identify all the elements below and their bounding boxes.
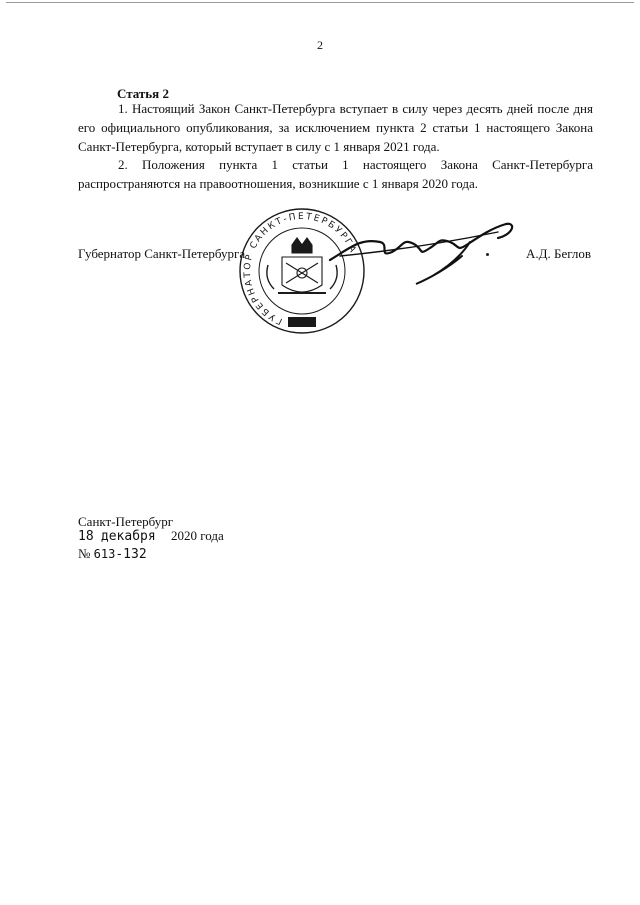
date-day: 18	[78, 529, 94, 544]
page-number: 2	[317, 38, 323, 52]
seal-circular-text: ГУБЕРНАТОР САНКТ-ПЕТЕРБУРГА	[242, 211, 359, 326]
signing-date	[78, 528, 224, 544]
paragraph-1-line-2: его официального опубликования, за исключением пункта 2 статьи 1 настоящего Закона	[78, 120, 593, 135]
paragraph-1-line-1: 1. Настоящий Закон Санкт-Петербурга вступает в силу через десять дней после дня	[118, 101, 593, 116]
law-number-suffix: -132	[115, 547, 147, 562]
signatory-title: Губернатор Санкт-Петербурга	[78, 246, 246, 261]
law-number-value: 613	[93, 547, 116, 561]
paragraph-2-line-2: распространяются на правоотношения, возникшие с 1 января 2020 года.	[78, 176, 479, 191]
law-number	[78, 546, 147, 562]
signatory-name: А.Д. Беглов	[526, 246, 592, 261]
paragraph-1-line-3: Санкт-Петербурга, который вступает в силу с 1 января 2021 года.	[78, 139, 440, 154]
scan-top-border	[6, 2, 634, 3]
article-paragraph-1	[78, 99, 593, 156]
law-number-prefix: №	[78, 546, 94, 561]
signature-dot	[486, 253, 489, 256]
date-year: 2020 года	[170, 528, 224, 543]
signing-place: Санкт-Петербург	[78, 514, 174, 529]
article-paragraph-2	[78, 155, 593, 193]
article-heading: Статья 2	[117, 86, 169, 101]
handwritten-signature	[320, 208, 520, 292]
date-month: декабря	[100, 529, 156, 544]
paragraph-2-line-1: 2. Положения пункта 1 статьи 1 настоящего Закона Санкт-Петербурга	[118, 157, 593, 172]
